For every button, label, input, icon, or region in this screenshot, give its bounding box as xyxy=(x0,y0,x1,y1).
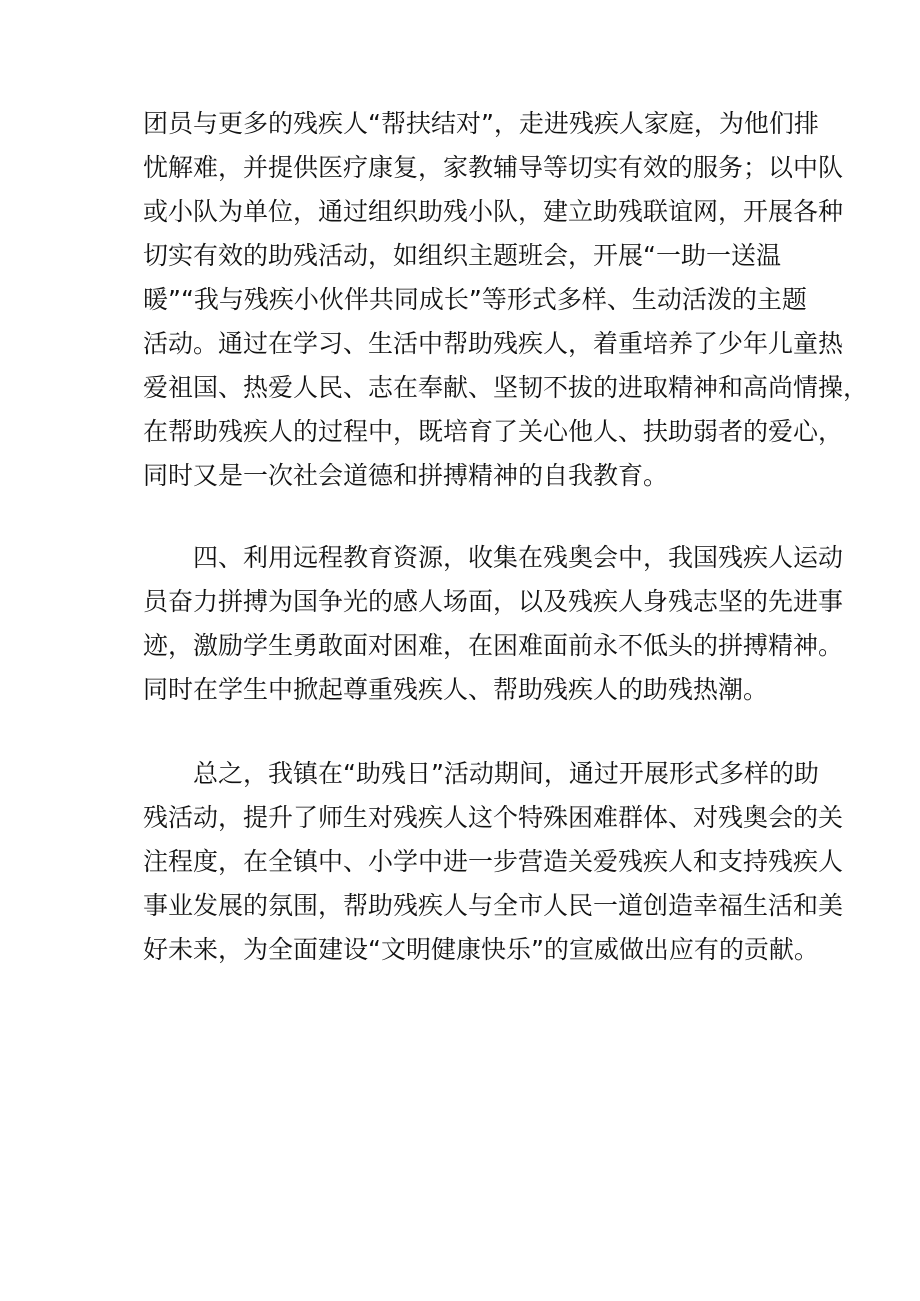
text-line: 活动。通过在学习、生活中帮助残疾人，着重培养了少年儿童热 xyxy=(143,329,844,358)
text-line: 团员与更多的残疾人“帮扶结对”，走进残疾人家庭，为他们排 xyxy=(143,109,819,138)
text-line: 迹，激励学生勇敢面对困难，在困难面前永不低头的拼搏精神。 xyxy=(143,631,844,660)
text-line: 事业发展的氛围，帮助残疾人与全市人民一道创造幸福生活和美 xyxy=(143,891,844,920)
text-line: 同时又是一次社会道德和拼搏精神的自我教育。 xyxy=(143,461,669,490)
text-line: 残活动，提升了师生对残疾人这个特殊困难群体、对残奥会的关 xyxy=(143,803,844,832)
text-line: 同时在学生中掀起尊重残疾人、帮助残疾人的助残热潮。 xyxy=(143,675,769,704)
text-line: 好未来，为全面建设“文明健康快乐”的宣威做出应有的贡献。 xyxy=(143,935,819,964)
text-line: 切实有效的助残活动，如组织主题班会，开展“一助一送温 xyxy=(143,241,781,270)
paragraph-continuation xyxy=(143,102,869,498)
text-line: 员奋力拼搏为国争光的感人场面，以及残疾人身残志坚的先进事 xyxy=(143,587,844,616)
text-line: 总之，我镇在“助残日”活动期间，通过开展形式多样的助 xyxy=(193,759,819,788)
text-line: 注程度，在全镇中、小学中进一步营造关爱残疾人和支持残疾人 xyxy=(143,847,844,876)
paragraph-section-four xyxy=(143,536,844,712)
text-line: 暖”“我与残疾小伙伴共同成长”等形式多样、生动活泼的主题 xyxy=(143,285,807,314)
text-line: 忧解难，并提供医疗康复，家教辅导等切实有效的服务；以中队 xyxy=(143,153,844,182)
text-line: 或小队为单位，通过组织助残小队，建立助残联谊网，开展各种 xyxy=(143,197,844,226)
text-line: 爱祖国、热爱人民、志在奉献、坚韧不拔的进取精神和高尚情操， xyxy=(143,373,869,402)
text-line: 在帮助残疾人的过程中，既培育了关心他人、扶助弱者的爱心， xyxy=(143,417,844,446)
paragraph-summary xyxy=(143,752,844,972)
text-line: 四、利用远程教育资源，收集在残奥会中，我国残疾人运动 xyxy=(193,543,844,572)
